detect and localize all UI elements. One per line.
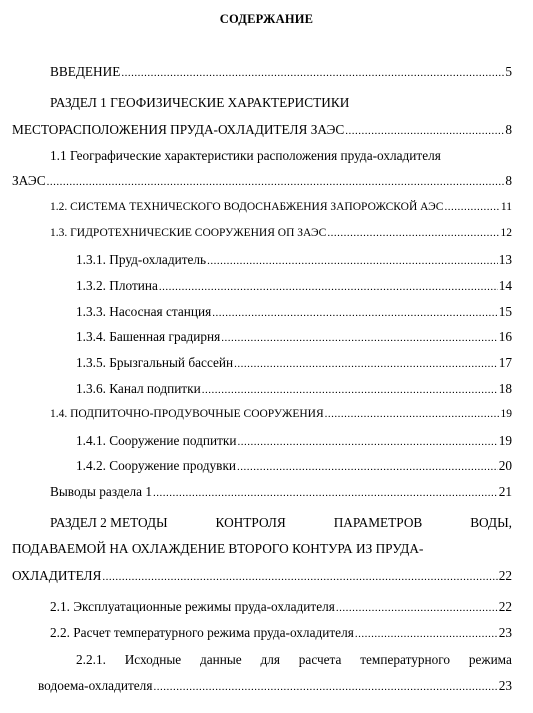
- page-number: 13: [498, 252, 512, 267]
- toc-section-2-line2[interactable]: ПОДАВАЕМОЙ НА ОХЛАЖДЕНИЕ ВТОРОГО КОНТУРА ИЗ ПРУДА-: [12, 541, 424, 556]
- toc-entry-text: 2.2. Расчет температурного режима пруда-охладителя: [50, 625, 354, 640]
- toc-entry-text: 1.3.1. Пруд-охладитель: [76, 252, 207, 267]
- leader-dots: [153, 485, 498, 502]
- toc-entry-1-3-5[interactable]: [76, 354, 512, 371]
- leader-dots: [121, 65, 504, 82]
- page-title: СОДЕРЖАНИЕ: [219, 12, 314, 26]
- toc-entry-2-2-1-line1[interactable]: [76, 651, 512, 669]
- toc-entry-text: водоема-охладителя: [38, 678, 153, 693]
- toc-entry-text: 1.3. ГИДРОТЕХНИЧЕСКИЕ СООРУЖЕНИЯ ОП ЗАЭС: [50, 227, 327, 239]
- toc-entry-text: 1.4.1. Сооружение подпитки: [76, 433, 237, 448]
- leader-dots: [234, 356, 498, 373]
- toc-entry-text: 1.3.5. Брызгальный бассейн: [76, 355, 234, 370]
- leader-dots: [207, 253, 498, 270]
- toc-word: РАЗДЕЛ 2 МЕТОДЫ: [50, 515, 168, 530]
- toc-entry-text: 1.2. СИСТЕМА ТЕХНИЧЕСКОГО ВОДОСНАБЖЕНИЯ ЗАПОРОЖСКОЙ АЭС: [50, 201, 444, 213]
- toc-entry-1-3[interactable]: [50, 225, 512, 242]
- toc-word: КОНТРОЛЯ: [215, 515, 286, 530]
- toc-entry-text: 1.4. ПОДПИТОЧНО-ПРОДУВОЧНЫЕ СООРУЖЕНИЯ: [50, 408, 324, 420]
- toc-entry-1-1-line1[interactable]: 1.1 Географические характеристики расположения пруда-охладителя: [50, 148, 441, 163]
- page-number: 16: [498, 329, 512, 344]
- toc-entry-1-2[interactable]: [50, 199, 512, 216]
- leader-dots: [444, 199, 499, 216]
- toc-entry-1-4-2[interactable]: [76, 457, 512, 474]
- toc-word: для: [260, 652, 280, 667]
- page-number: 15: [498, 304, 512, 319]
- page-number: 23: [498, 678, 512, 693]
- page-number: 17: [498, 355, 512, 370]
- leader-dots: [327, 225, 499, 242]
- page-number: 20: [498, 458, 512, 473]
- toc-section-2-line1[interactable]: [50, 514, 512, 532]
- toc-entry-1-3-3[interactable]: [76, 303, 512, 320]
- toc-word: 2.2.1.: [76, 652, 106, 667]
- page-number: 18: [498, 381, 512, 396]
- toc-word: данные: [199, 652, 242, 667]
- page-number: 12: [500, 227, 512, 239]
- page-number: 11: [500, 201, 512, 213]
- leader-dots: [238, 434, 498, 451]
- toc-entry-text: ЗАЭС: [12, 173, 46, 188]
- toc-word: ВОДЫ,: [470, 515, 512, 530]
- leader-dots: [102, 569, 497, 586]
- page-number: 8: [505, 122, 512, 137]
- page-number: 21: [498, 484, 512, 499]
- toc-entry-text: 1.3.2. Плотина: [76, 278, 158, 293]
- toc-entry-text: МЕСТОРАСПОЛОЖЕНИЯ ПРУДА-ОХЛАДИТЕЛЯ ЗАЭС: [12, 122, 345, 137]
- toc-entry-1-4[interactable]: [50, 406, 512, 423]
- toc-entry-text: 1.4.2. Сооружение продувки: [76, 458, 237, 473]
- toc-word: расчета: [298, 652, 342, 667]
- leader-dots: [221, 330, 497, 347]
- page-number: 22: [498, 568, 512, 583]
- toc-word: температурного: [360, 652, 451, 667]
- toc-entry-1-3-1[interactable]: [76, 251, 512, 268]
- toc-entry-section-1-conclusions[interactable]: [50, 483, 512, 500]
- leader-dots: [325, 406, 500, 423]
- toc-section-1-line1[interactable]: РАЗДЕЛ 1 ГЕОФИЗИЧЕСКИЕ ХАРАКТЕРИСТИКИ: [50, 95, 350, 110]
- leader-dots: [159, 279, 498, 296]
- page-number: 14: [498, 278, 512, 293]
- leader-dots: [355, 626, 498, 643]
- toc-entry-text: 2.1. Эксплуатационные режимы пруда-охладителя: [50, 599, 335, 614]
- toc-word: Исходные: [124, 652, 182, 667]
- toc-section-1[interactable]: [12, 121, 512, 138]
- toc-entry-2-2[interactable]: [50, 624, 512, 641]
- toc-section-2[interactable]: [12, 567, 512, 584]
- toc-entry-text: 1.3.4. Башенная градирня: [76, 329, 221, 344]
- toc-entry-text: 1.3.3. Насосная станция: [76, 304, 212, 319]
- leader-dots: [212, 305, 497, 322]
- toc-entry-2-1[interactable]: [50, 598, 512, 615]
- toc-entry-intro[interactable]: [50, 63, 512, 80]
- toc-entry-1-3-2[interactable]: [76, 277, 512, 294]
- toc-entry-text: ОХЛАДИТЕЛЯ: [12, 568, 102, 583]
- page-number: 19: [500, 408, 512, 420]
- toc-entry-text: ВВЕДЕНИЕ: [50, 64, 121, 79]
- page-number: 22: [498, 599, 512, 614]
- leader-dots: [237, 459, 498, 476]
- toc-entry-1-1[interactable]: [12, 172, 512, 189]
- toc-word: режима: [468, 652, 512, 667]
- toc-entry-2-2-1[interactable]: [38, 677, 512, 694]
- leader-dots: [153, 679, 497, 696]
- toc-entry-1-3-4[interactable]: [76, 328, 512, 345]
- toc-entry-text: 1.3.6. Канал подпитки: [76, 381, 201, 396]
- page-number: 5: [505, 64, 512, 79]
- leader-dots: [345, 123, 504, 140]
- leader-dots: [47, 174, 505, 191]
- toc-entry-text: Выводы раздела 1: [50, 484, 153, 499]
- toc-entry-1-4-1[interactable]: [76, 432, 512, 449]
- leader-dots: [336, 600, 498, 617]
- page-number: 8: [505, 173, 512, 188]
- leader-dots: [202, 382, 498, 399]
- page-number: 23: [498, 625, 512, 640]
- toc-word: ПАРАМЕТРОВ: [333, 515, 423, 530]
- toc-entry-1-3-6[interactable]: [76, 380, 512, 397]
- page-number: 19: [498, 433, 512, 448]
